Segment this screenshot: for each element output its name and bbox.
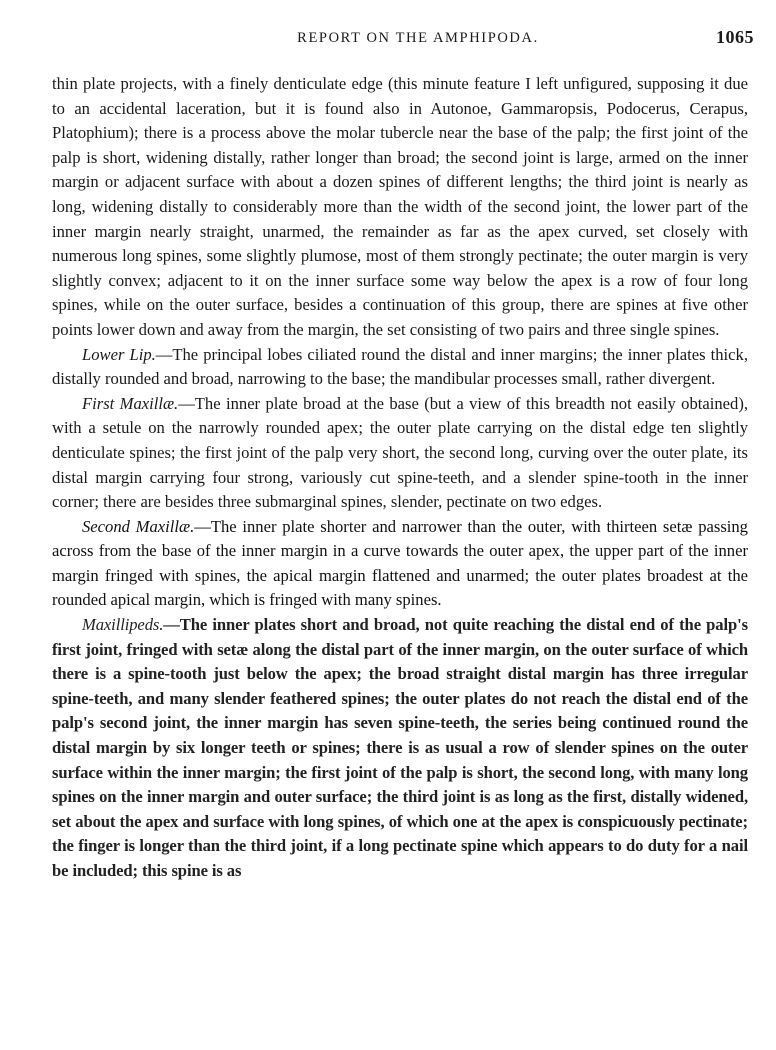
paragraph-text: thin plate projects, with a finely denticulate edge (this minute feature I left unfigured, supposing it due to an accidental laceration, but it is found also in Autonoe, Gammaropsis, Podocerus, Cerapus, Platophium); there is a process above the molar tubercle near the base of the palp; the first joint of the palp is short, widening distally, rather longer than broad; the second joint is large, armed on the inner margin or adjacent surface with about a dozen spines of different lengths; the third joint is nearly as long, widening distally to considerably more than the width of the second joint, the lower part of the inner margin nearly straight, unarmed, the remainder as far as the apex curved, set closely with numerous long spines, some slightly plumose, most of them strongly pectinate; the outer margin is very slightly convex; adjacent to it on the inner surface some way below the apex is a row of four long spines, while on the outer surface, besides a continuation of this group, there are spines at five other points lower down and away from the margin, the set consisting of two pairs and three single spines. [52, 74, 748, 339]
paragraph-text: —The inner plate shorter and narrower than the outer, with thirteen setæ passing across from the base of the inner margin in a curve towards the outer apex, the upper part of the inner margin fringed with spines, the apical margin flattened and unarmed; the outer plates broadest at the rounded apical margin, which is fringed with many spines. [52, 516, 748, 610]
body-text [52, 72, 748, 884]
page-header [52, 27, 754, 54]
running-title: REPORT ON THE AMPHIPODA. [297, 30, 539, 46]
paragraph-lead: Second Maxillæ. [82, 516, 195, 536]
paragraph-lead: First Maxillæ. [82, 393, 179, 413]
paragraph-first-maxillae [52, 392, 748, 515]
page-number: 1065 [716, 27, 754, 47]
paragraph-text: —The principal lobes ciliated round the distal and inner margins; the inner plates thick, distally rounded and broad, narrowing to the base; the mandibular processes small, rather divergent. [52, 344, 748, 389]
paragraph-maxillipeds [52, 613, 748, 884]
paragraph-second-maxillae [52, 515, 748, 613]
paragraph-lead: Lower Lip. [82, 344, 156, 364]
paragraph-lead: Maxillipeds. [82, 615, 164, 635]
paragraph-text: —The inner plates short and broad, not quite reaching the distal end of the palp's first joint, fringed with setæ along the distal part of the inner margin, on the outer surface of which there is a spine-tooth just below the apex; the broad straight distal margin has three irregular spine-teeth, and many slender feathered spines; the outer plates do not reach the distal end of the palp's second joint, the inner margin has seven spine-teeth, the series being continued round the distal margin by six longer teeth or spines; there is as usual a row of slender spines on the outer surface within the inner margin; the first joint of the palp is short, the second long, with many long spines on the inner margin and outer surface; the third joint is as long as the first, distally widened, set about the apex and surface with long spines, of which one at the apex is conspicuously pectinate; the finger is longer than the third joint, if a long pectinate spine which appears to do duty for a nail be included; this spine is as [52, 615, 748, 880]
paragraph-text: —The inner plate broad at the base (but a view of this breadth not easily obtained), with a setule on the narrowly rounded apex; the outer plate carrying on the distal edge ten slightly denticulate spines; the first joint of the palp very short, the second long, curving over the outer plate, its distal margin carrying four strong, variously cut spine-teeth, and a slender spine-tooth in the inner corner; there are besides three submarginal spines, slender, pectinate on two edges. [52, 393, 748, 512]
paragraph-mandible-continued [52, 72, 748, 343]
paragraph-lower-lip [52, 343, 748, 392]
